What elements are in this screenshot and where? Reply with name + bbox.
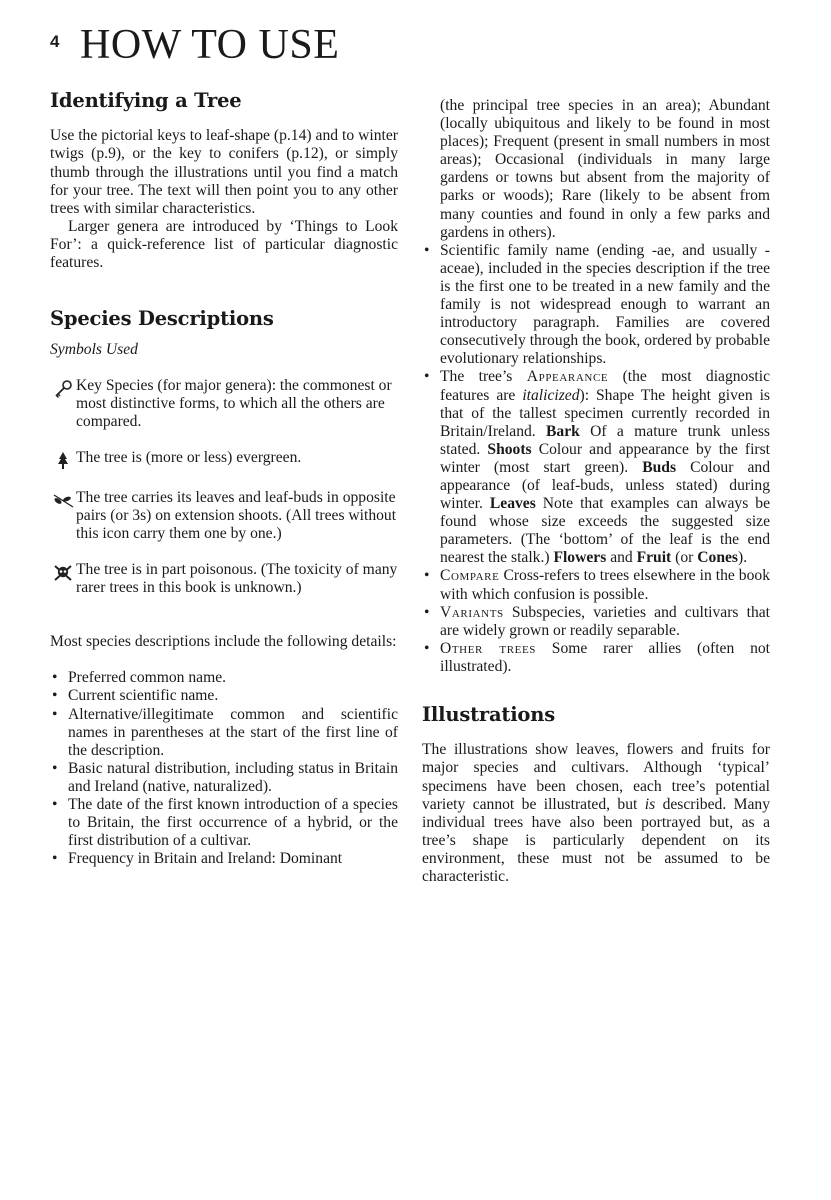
list-item: • Alternative/illegitimate common and scientific names in parentheses at the start of the first line of the description. — [50, 706, 398, 760]
list-item: • Current scientific name. — [50, 687, 398, 705]
list-item: • Compare Cross-refers to trees elsewhere in the book with which confusion is possible. — [422, 567, 770, 603]
page-number: 4 — [50, 32, 60, 51]
other-trees-label: Other trees — [440, 639, 536, 657]
identifying-paragraph-1: Use the pictorial keys to leaf-shape (p.14) and to winter twigs (p.9), or the key to conifers (p.12), or simply thumb through the illustrations until you find a match for your tree. The text will then point you to any other trees with similar characteristics. — [50, 127, 398, 217]
list-item: • Other trees Some rarer allies (often not illustrated). — [422, 640, 770, 676]
key-icon — [50, 377, 76, 399]
symbol-key-species — [50, 377, 398, 431]
skull-crossbones-icon — [50, 561, 76, 583]
list-item: • The tree’s Appearance (the most diagnostic features are italicized): Shape The height given is that of the tallest specimen currently recorded in Britain/Ireland. Bark Of a mature trunk unless stated. Shoots Colour and appearance by the first winter (most start green). Buds Colour and appearance (of leaf-buds, unless stated) during winter. Leaves Note that examples can always be found whose size exceeds the suggested size parameters. (The ‘bottom’ of the leaf is the end nearest the stalk.) Flowers and Fruit (or Cones). — [422, 368, 770, 567]
symbol-text: The tree is (more or less) evergreen. — [76, 448, 302, 466]
page-title: HOW TO USE — [80, 22, 340, 68]
list-item: • Basic natural distribution, including status in Britain and Ireland (native, naturalized). — [50, 760, 398, 796]
symbol-text: The tree is in part poisonous. (The toxicity of many rarer trees in this book is unknown.) — [76, 561, 398, 597]
compare-label: Compare — [440, 567, 500, 585]
list-item: • Frequency in Britain and Ireland: Dominant — [50, 850, 398, 868]
symbol-opposite-leaves — [50, 489, 398, 543]
frequency-continued: (the principal tree species in an area); Abundant (locally ubiquitous and likely to be found in most places); Frequent (present in small numbers in most areas); Occasional (individuals in many large gardens or towns but absent from the majority of parks or woods); Rare (likely to be absent from many counties and found in only a few parks and gardens in others). — [440, 97, 770, 241]
details-list — [50, 669, 398, 868]
left-column — [50, 88, 398, 868]
opposite-leaves-icon — [50, 489, 76, 511]
right-column — [422, 97, 770, 886]
identifying-paragraph-2: Larger genera are introduced by ‘Things to Look For’: a quick-reference list of particular diagnostic features. — [50, 217, 398, 271]
symbols-heading: Symbols Used — [50, 341, 138, 359]
variants-label: Variants — [440, 603, 504, 621]
illustrations-paragraph: The illustrations show leaves, flowers and fruits for major species and cultivars. Although ‘typical’ specimens have been chosen, each tree’s potential variety cannot be illustrated, but is described. Many individual trees have also been portrayed but, as a tree’s shape is particularly dependent on its environment, these must not be assumed to be characteristic. — [422, 741, 771, 885]
details-list-continued — [422, 242, 770, 676]
symbol-evergreen — [50, 449, 398, 471]
symbol-text: The tree carries its leaves and leaf-buds in opposite pairs (or 3s) on extension shoots. (All trees without this icon carry them one by one.) — [76, 488, 397, 542]
symbol-poisonous — [50, 561, 398, 597]
list-item: • Preferred common name. — [50, 669, 398, 687]
species-heading: Species Descriptions — [50, 307, 274, 331]
identifying-heading: Identifying a Tree — [50, 89, 242, 112]
symbol-text: Key Species (for major genera): the commonest or most distinctive forms, to which all the others are compared. — [76, 376, 392, 430]
appearance-label: Appearance — [526, 368, 609, 386]
details-intro: Most species descriptions include the following details: — [50, 633, 397, 651]
illustrations-heading: Illustrations — [422, 703, 555, 726]
list-item: • The date of the first known introduction of a species to Britain, the first occurrence of a hybrid, or the first distribution of a cultivar. — [50, 796, 398, 850]
evergreen-tree-icon — [50, 449, 76, 471]
list-item: • Scientific family name (ending -ae, and usually -aceae), included in the species description if the tree is the first one to be treated in a new family and the family is not widespread enough to warrant an introductory paragraph. Families are covered consecutively through the book, ordered by probable evolutionary relationships. — [422, 242, 770, 369]
list-item: • Variants Subspecies, varieties and cultivars that are widely grown or readily separable. — [422, 604, 770, 640]
